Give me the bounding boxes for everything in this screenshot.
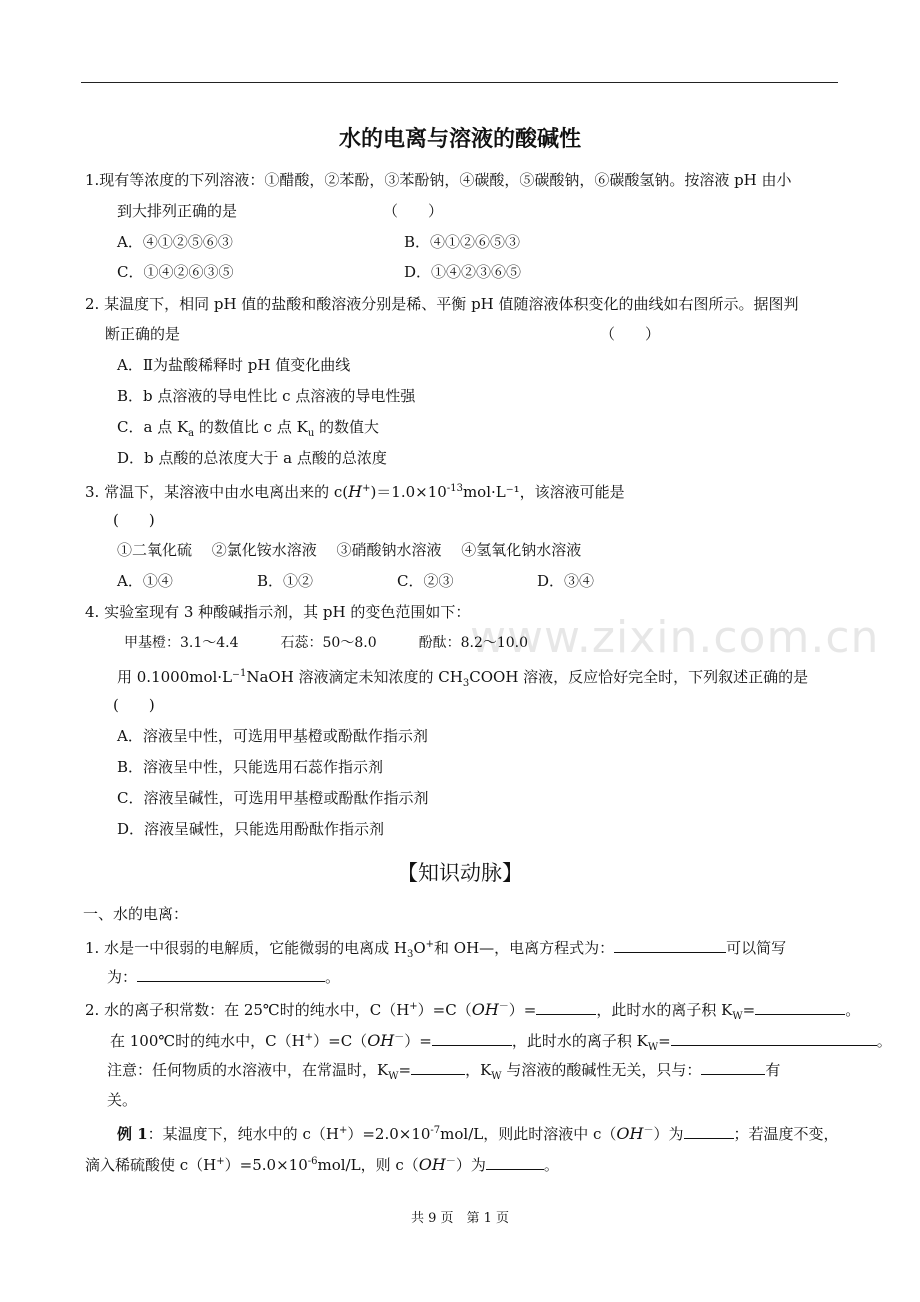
q4-titration-line: 用 0.1000mol·L⁻$^1$NaOH 溶液滴定未知浓度的 $CH_3COOH$ 溶液，反应恰好完全时，下列叙述正确的是 [117, 668, 809, 689]
q2-option-c: C．a 点 $K_a$ 的数值比 c 点 $K_u$ 的数值大 [117, 418, 380, 439]
para1-line1: 1. 水是一中很弱的电解质，它能微弱的电离成 $H_3O^+$和 OH—，电离方程式为： 可以简写 [85, 939, 787, 960]
note-line2: 关。 [107, 1091, 138, 1109]
q3-option-d: D．③④ [537, 572, 595, 590]
q3-option-c: C．②③ [397, 572, 454, 590]
header-rule [81, 82, 838, 83]
q1-option-c: C．①④②⑥③⑤ [117, 263, 234, 281]
blank-simplified-equation[interactable] [137, 966, 325, 982]
q4-indicator-ranges: 甲基橙：3.1～4.4 石蕊：50～8.0 酚酞：8.2～10.0 [124, 635, 529, 651]
q3-answer-paren: ( ) [113, 511, 155, 529]
example1-line1: 例 1：某温度下，纯水中的 $c(H^+)=2.0\times 10^{-7}mol/L$，则此时溶液中 c（OH－）为 ；若温度不变， [117, 1124, 839, 1143]
q2-stem-line1: 2. 某温度下，相同 pH 值的盐酸和酸溶液分别是稀、平衡 pH 值随溶液体积变化的曲线如右图所示。据图判 [85, 295, 799, 313]
q4-stem: 4. 实验室现有 3 种酸碱指示剂，其 pH 的变色范围如下： [85, 603, 471, 621]
q4-option-b: B．溶液呈中性，只能选用石蕊作指示剂 [117, 758, 384, 776]
example1-line2: 滴入稀硫酸使 $c(H^+)=5.0\times 10^{-6}mol/L$，则 c（OH－）为 。 [85, 1155, 559, 1174]
blank-kw-depends-on[interactable] [701, 1059, 765, 1075]
q2-option-d: D．b 点酸的总浓度大于 a 点酸的总浓度 [117, 449, 387, 467]
q1-option-b: B．④①②⑥⑤③ [404, 233, 521, 251]
blank-kw-100c[interactable] [671, 1030, 877, 1046]
subsection-title: 一、水的电离： [83, 905, 189, 923]
q4-option-a: A．溶液呈中性，可选用甲基橙或酚酞作指示剂 [117, 727, 428, 745]
blank-ionization-equation[interactable] [614, 937, 726, 953]
q4-answer-paren: ( ) [113, 696, 155, 714]
q4-option-c: C．溶液呈碱性，可选用甲基橙或酚酞作指示剂 [117, 789, 429, 807]
q1-option-d: D．①④②③⑥⑤ [404, 263, 522, 281]
watermark: www.zixin.com.cn [470, 612, 880, 663]
q2-option-b: B．b 点溶液的导电性比 c 点溶液的导电性强 [117, 387, 416, 405]
q1-option-a: A．④①②⑤⑥③ [117, 233, 233, 251]
blank-kw-room-temp[interactable] [411, 1059, 465, 1075]
q3-option-b: B．①② [257, 572, 314, 590]
q2-option-a: A．Ⅱ为盐酸稀释时 pH 值变化曲线 [117, 356, 351, 374]
blank-example-oh-1[interactable] [684, 1123, 734, 1139]
page-title: 水的电离与溶液的酸碱性 [338, 127, 581, 152]
para2-line2: 在 100℃时的纯水中，C（H+）=C（OH－）= ，此时水的离子积 $K_W=$ 。 [110, 1031, 892, 1053]
para2-line1: 2. 水的离子积常数：在 25℃时的纯水中，C（H+）=C（OH－）= ，此时水的离子积 $K_W=$ 。 [85, 1000, 861, 1022]
blank-oh-100c[interactable] [432, 1030, 512, 1046]
q3-items: ①二氧化硫 ②氯化铵水溶液 ③硝酸钠水溶液 ④氢氧化钠水溶液 [117, 541, 582, 559]
page-footer: 共 9 页 第 1 页 [410, 1211, 510, 1226]
q1-answer-paren: （ ） [383, 202, 444, 220]
blank-kw-25c[interactable] [755, 999, 845, 1015]
note-line1: 注意：任何物质的水溶液中，在常温时，$K_W=$ ，$K_W$ 与溶液的酸碱性无关，只与： 有 [107, 1061, 781, 1082]
q1-stem-line1: 1.现有等浓度的下列溶液：①醋酸，②苯酚，③苯酚钠，④碳酸，⑤碳酸钠，⑥碳酸氢钠。按溶液 pH 由小 [85, 171, 792, 189]
q3-option-a: A．①④ [117, 572, 173, 590]
blank-oh-25c[interactable] [536, 999, 596, 1015]
q3-stem: 3. 常温下，某溶液中由水电离出来的 $c(H^+)=1.0\times 10^{-13}mol\cdot L^{-1}$，该溶液可能是 [85, 482, 625, 501]
q2-answer-paren: （ ） [600, 325, 661, 343]
section-heading: 【知识动脉】 [397, 861, 523, 885]
para1-line2: 为： 。 [107, 968, 341, 986]
q1-stem-line2: 到大排列正确的是 [117, 202, 238, 220]
q4-option-d: D．溶液呈碱性，只能选用酚酞作指示剂 [117, 820, 385, 838]
q2-stem-line2: 断正确的是 [105, 325, 181, 343]
blank-example-oh-2[interactable] [486, 1154, 544, 1170]
